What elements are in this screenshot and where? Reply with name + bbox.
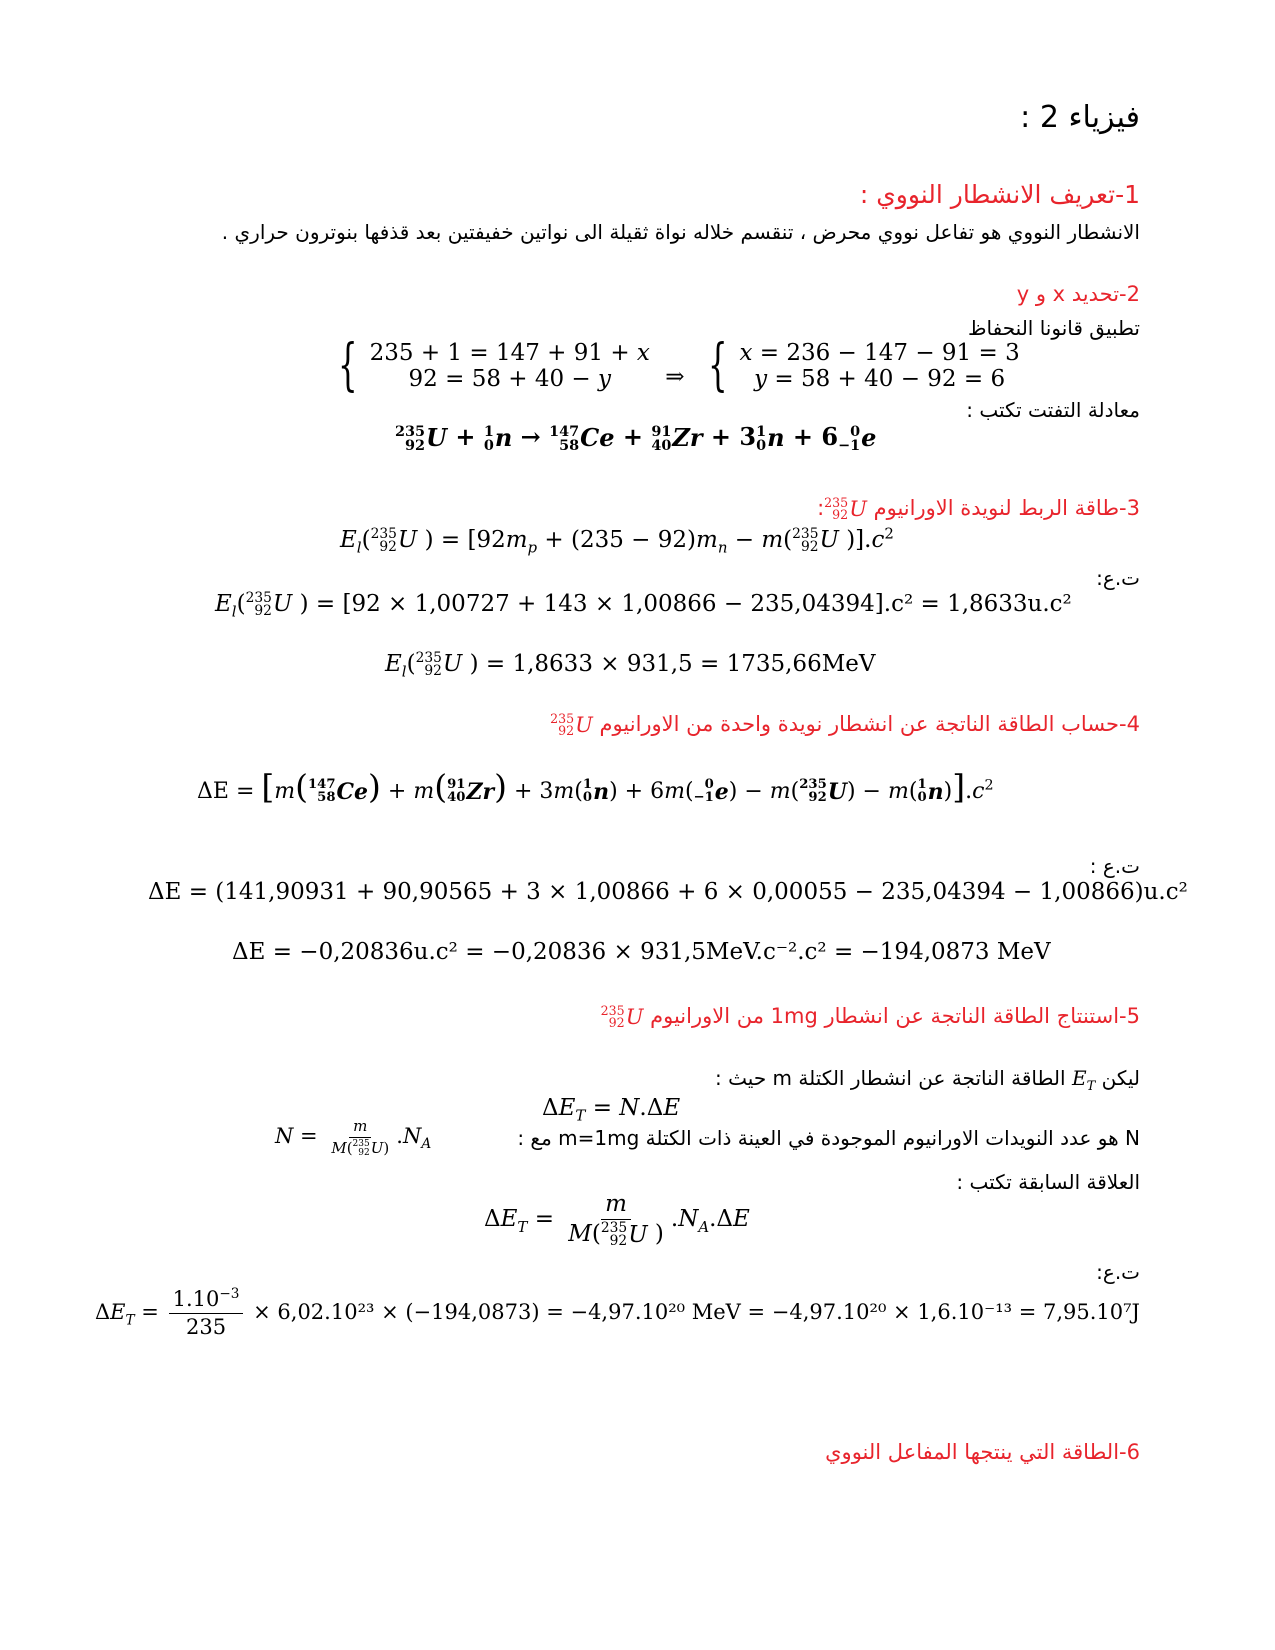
nuclide-ce147: 147 58 Ce xyxy=(549,422,615,454)
et-full-formula: $\Delta E_T$ = m M( 235 92 U ) $.N_A.\Delta E$ xyxy=(484,1191,750,1250)
nuclide-zr91: 91 40 Zr xyxy=(651,422,703,454)
nuclide-electron: 0 −1 e xyxy=(838,422,877,454)
binding-energy-numeric-2: $E_l$( 235 92 U ) = 1,8633 × 931,5 = 1735,66MeV xyxy=(385,650,876,681)
et-equation: $\Delta E_T = N.\Delta E$ xyxy=(542,1095,681,1125)
section-5-let-text: ليكن $E_T$ الطاقة الناتجة عن انشطار الكتلة m حيث : xyxy=(715,1066,1140,1094)
section-5-num-label: ت.ع: xyxy=(1096,1260,1140,1284)
nuclide-neutron: 1 0 n xyxy=(483,422,513,454)
section-4-heading: 4-حساب الطاقة الناتجة عن انشطار نويدة واحدة من الاورانيوم 235 92 U xyxy=(550,711,1140,738)
conservation-system: { 235 + 1 = 147 + 91 + x 92 = 58 + 40 − y ⇒ { x = 236 − 147 − 91 = 3 y = 58 + 40 − 92 = 6 xyxy=(338,333,1020,398)
section-5-heading: 5-استنتاج الطاقة الناتجة عن انشطار 1mg من الاورانيوم 235 92 U xyxy=(600,1003,1140,1030)
section-1-heading: 1-تعريف الانشطار النووي : xyxy=(859,180,1140,209)
et-numeric: $\Delta E_T$ = $\frac{1.10^{-3}}{235}$ × 6,02.10²³ × (−194,0873) = −4,97.10²⁰ MeV = −4,97.10²⁰ × 1,6.10⁻¹³ = 7,95.10⁷J xyxy=(95,1286,1140,1340)
binding-energy-formula: $E_l$( 235 92 U ) = [$92m_p + (235 - 92)m_n - m$( 235 92 U )]$.c^2$ xyxy=(340,524,894,557)
n-formula: N = m M( 235 92 U ) $.N_A$ xyxy=(275,1117,432,1158)
eq-x-result: x = 236 − 147 − 91 = 3 xyxy=(739,339,1020,366)
page-title: فيزياء 2 : xyxy=(1020,100,1140,135)
delta-e-numeric-2: ΔE = −0,20836u.c² = −0,20836 × 931,5MeV.c⁻².c² = −194,0873 MeV xyxy=(232,939,1051,965)
reaction-label: معادلة التفتت تكتب : xyxy=(966,398,1140,422)
section-5-relation-label: العلاقة السابقة تكتب : xyxy=(956,1170,1140,1194)
section-2-heading: 2-تحديد x و y xyxy=(1016,282,1140,306)
nuclide-u235: 235 92 U xyxy=(395,422,447,454)
delta-e-formula: ΔE = [m( 147 58 Ce ) + m( 91 40 Zr ) + 3m( 1 0 n ) + 6m( 0 −1 e ) − m( 235 92 U ) − m( 1 0 n )]$.c^2$ xyxy=(197,767,994,806)
eq-charge-number: 92 = 58 + 40 − y xyxy=(408,366,612,392)
section-1-text: الانشطار النووي هو تفاعل نووي محرض ، تنقسم خلاله نواة ثقيلة الى نواتين خفيفتين بعد قذفها بنوترون حراري . xyxy=(221,220,1140,244)
section-5-n-text: N هو عدد النويدات الاورانيوم الموجودة في العينة ذات الكتلة m=1mg مع : xyxy=(517,1126,1140,1150)
eq-y-result: y = 58 + 40 − 92 = 6 xyxy=(754,366,1006,392)
section-2-intro: تطبيق قانونا النحفاظ xyxy=(968,316,1140,340)
fission-reaction: 235 92 U + 1 0 n → 147 58 Ce + 91 40 Zr + 3 1 0 n + 6 0 −1 e xyxy=(395,422,877,454)
implies-arrow: ⇒ xyxy=(665,364,685,390)
section-3-num-label: ت.ع: xyxy=(1096,566,1140,590)
section-3-heading: 3-طاقة الربط لنويدة الاورانيوم 235 92 U : xyxy=(817,495,1140,522)
eq-mass-number: 235 + 1 = 147 + 91 + x xyxy=(369,339,650,366)
binding-energy-rhs: = [$92m_p + (235 - 92)m_n - m$( 235 92 U )]$.c^2$ xyxy=(440,524,894,557)
section-4-num-label: ت.ع : xyxy=(1089,854,1140,878)
nuclide-neutron-product: 1 0 n xyxy=(756,422,785,454)
section-6-heading: 6-الطاقة التي ينتجها المفاعل النووي xyxy=(825,1440,1140,1464)
delta-e-numeric-1: ΔE = (141,90931 + 90,90565 + 3 × 1,00866 + 6 × 0,00055 − 235,04394 − 1,00866)u.c² xyxy=(148,879,1188,905)
binding-energy-numeric-1: $E_l$( 235 92 U ) = [92 × 1,00727 + 143 × 1,00866 − 235,04394].c² = 1,8633u.c² xyxy=(215,590,1072,621)
